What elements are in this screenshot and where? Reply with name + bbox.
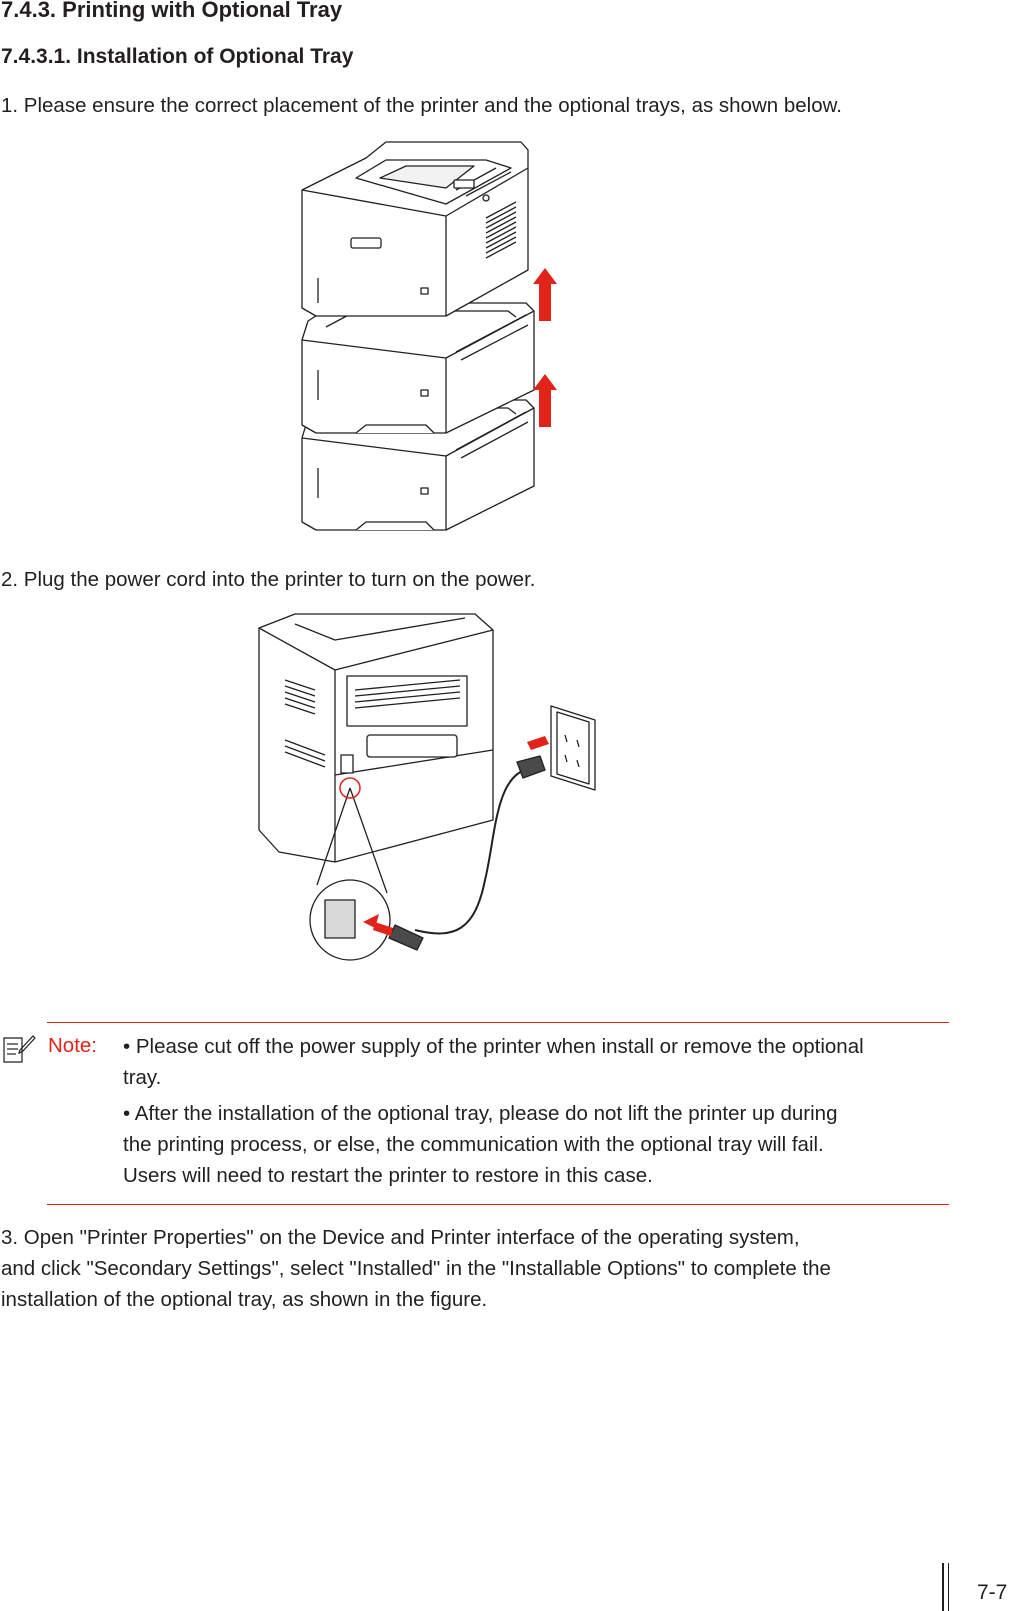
step-3-text-line-1: 3. Open "Printer Properties" on the Device and Printer interface of the operating system,: [1, 1226, 800, 1249]
note-line-1: • Please cut off the power supply of the printer when install or remove the optional: [123, 1035, 864, 1058]
step-1-text: 1. Please ensure the correct placement of the printer and the optional trays, as shown below.: [1, 94, 842, 117]
printer-body: [302, 142, 528, 316]
note-line-5: Users will need to restart the printer to restore in this case.: [123, 1164, 653, 1187]
note-line-2: tray.: [123, 1066, 162, 1089]
printer-rear-view: [259, 614, 493, 862]
wall-outlet: [551, 706, 595, 790]
up-arrow-icon: [533, 268, 557, 427]
printer-stack-figure: [296, 138, 576, 548]
note-line-4: the printing process, or else, the communication with the optional tray will fail.: [123, 1133, 824, 1156]
note-bottom-rule: [47, 1204, 949, 1205]
note-line-3: • After the installation of the optional tray, please do not lift the printer up during: [123, 1102, 838, 1125]
step-3-text-line-2: and click "Secondary Settings", select "Installed" in the "Installable Options" to complete the: [1, 1257, 831, 1280]
power-cord-figure: [255, 610, 610, 988]
footer-rule-thick: [942, 1563, 944, 1611]
page-number: 7-7: [977, 1581, 1008, 1604]
step-3-text-line-3: installation of the optional tray, as shown in the figure.: [1, 1288, 488, 1311]
footer-rule-thin: [948, 1563, 949, 1611]
note-top-rule: [47, 1022, 949, 1023]
section-title: 7.4.3. Printing with Optional Tray: [1, 0, 343, 22]
subsection-title: 7.4.3.1. Installation of Optional Tray: [1, 45, 354, 68]
note-label: Note:: [48, 1034, 97, 1057]
step-2-text: 2. Plug the power cord into the printer to turn on the power.: [1, 568, 536, 591]
note-pencil-icon: [0, 1030, 36, 1066]
